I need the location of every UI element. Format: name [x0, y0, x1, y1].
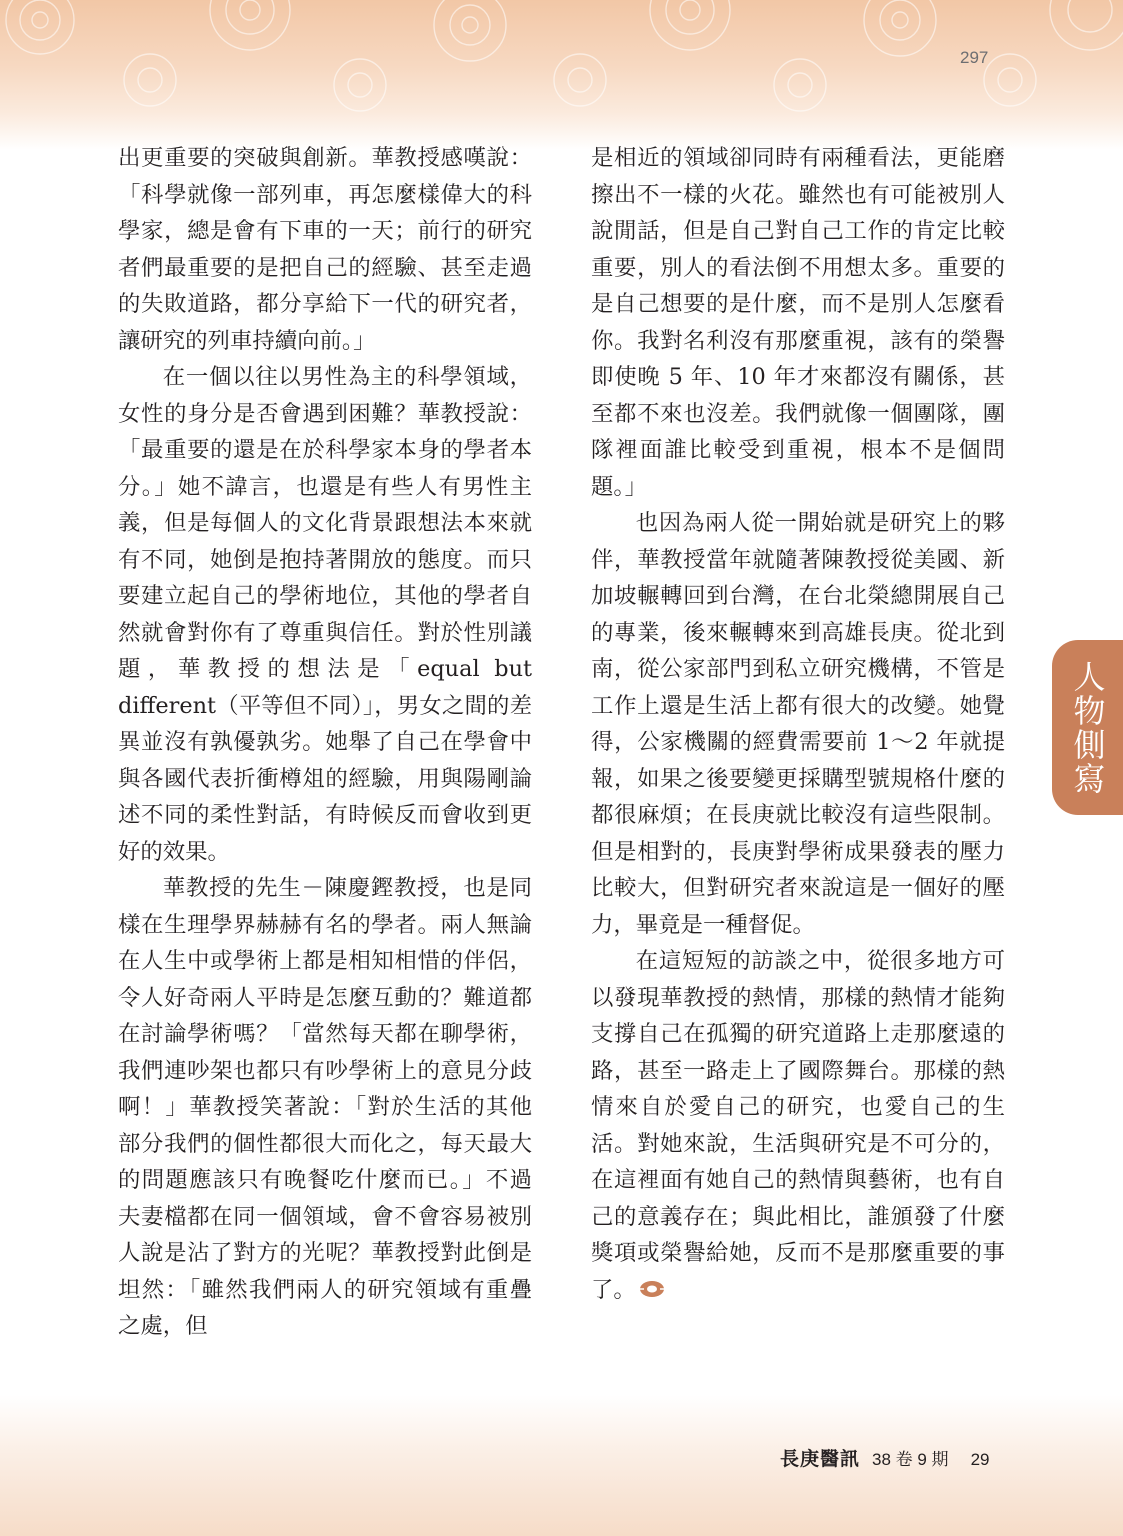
- section-tab: [1052, 640, 1123, 815]
- page-number-top: 297: [960, 48, 989, 67]
- header-decorative-band: [0, 0, 1123, 150]
- right-text-column: [591, 140, 1005, 1308]
- lace-pattern-graphic: [0, 0, 1123, 150]
- page-footer: [780, 1444, 989, 1471]
- magazine-logo: 長庚醫訊: [780, 1448, 861, 1470]
- left-text-column: [118, 140, 532, 1345]
- end-ornament-icon: [638, 1279, 666, 1299]
- paragraph: 在一個以往以男性為主的科學領域，女性的身分是否會遇到困難？華教授說：「最重要的還是在於科學家本身的學者本分。」她不諱言，也還是有些人有男性主義，但是每個人的文化背景跟想法本來就有不同，她倒是抱持著開放的態度。而只要建立起自己的學術地位，其他的學者自然就會對你有了尊重與信任。對於性別議題，華教授的想法是「equal but different（平等但不同）」，男女之間的差異並沒有孰優孰劣。她舉了自己在學會中與各國代表折衝樽俎的經驗，用與陽剛論述不同的柔性對話，有時候反而會收到更好的效果。: [118, 364, 532, 865]
- page-number: 29: [970, 1450, 990, 1469]
- paragraph-text: 在這短短的訪談之中，從很多地方可以發現華教授的熱情，那樣的熱情才能夠支撐自己在孤獨的研究道路上走那麼遠的路，甚至一路走上了國際舞台。那樣的熱情來自於愛自己的研究，也愛自己的生活。對她來說，生活與研究是不可分的，在這裡面有她自己的熱情與藝術，也有自己的意義存在；與此相比，誰頒發了什麼獎項或榮譽給她，反而不是那麼重要的事了。: [591, 948, 1005, 1303]
- paragraph: [591, 943, 1005, 1308]
- paragraph: 出更重要的突破與創新。華教授感嘆說：「科學就像一部列車，再怎麼樣偉大的科學家，總是會有下車的一天；前行的研究者們最重要的是把自己的經驗、甚至走過的失敗道路，都分享給下一代的研究者，讓研究的列車持續向前。」: [118, 145, 532, 354]
- section-tab-label: 人物側寫: [1068, 659, 1107, 796]
- issue-label: 38 卷 9 期: [872, 1450, 949, 1469]
- paragraph: 華教授的先生－陳慶鏗教授，也是同樣在生理學界赫赫有名的學者。兩人無論在人生中或學術上都是相知相惜的伴侶，令人好奇兩人平時是怎麼互動的？難道都在討論學術嗎？「當然每天都在聊學術，我們連吵架也都只有吵學術上的意見分歧啊！」華教授笑著說：「對於生活的其他部分我們的個性都很大而化之，每天最大的問題應該只有晚餐吃什麼而已。」不過夫妻檔都在同一個領域，會不會容易被別人說是沾了對方的光呢？華教授對此倒是坦然：「雖然我們兩人的研究領域有重疊之處，但: [118, 875, 532, 1339]
- paragraph: 也因為兩人從一開始就是研究上的夥伴，華教授當年就隨著陳教授從美國、新加坡輾轉回到台灣，在台北榮總開展自己的專業，後來輾轉來到高雄長庚。從北到南，從公家部門到私立研究機構，不管是工作上還是生活上都有很大的改變。她覺得，公家機關的經費需要前 1～2 年就提報，如果之後要變更採購型號規格什麼的都很麻煩；在長庚就比較沒有這些限制。但是相對的，長庚對學術成果發表的壓力比較大，但對研究者來說這是一個好的壓力，畢竟是一種督促。: [591, 510, 1005, 938]
- paragraph: 是相近的領域卻同時有兩種看法，更能磨擦出不一樣的火花。雖然也有可能被別人說閒話，但是自己對自己工作的肯定比較重要，別人的看法倒不用想太多。重要的是自己想要的是什麼，而不是別人怎麼看你。我對名利沒有那麼重視，該有的榮譽即使晚 5 年、10 年才來都沒有關係，甚至都不來也沒差。我們就像一個團隊，團隊裡面誰比較受到重視，根本不是個問題。」: [591, 145, 1005, 500]
